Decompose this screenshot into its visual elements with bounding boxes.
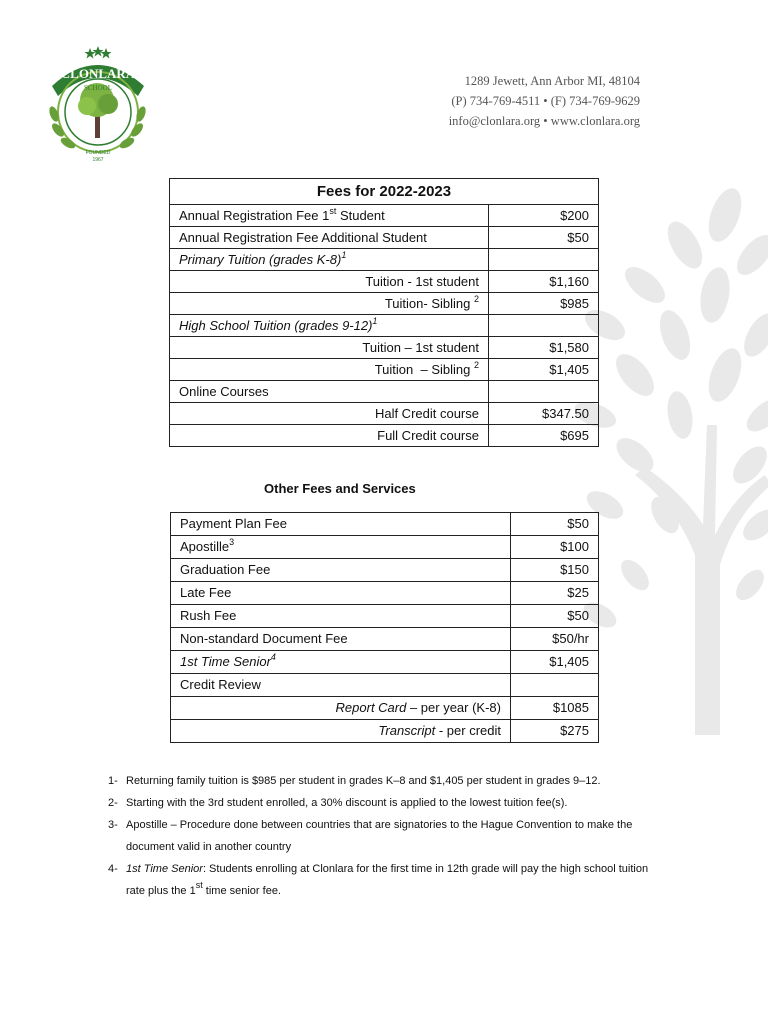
logo-name: CLONLARA: [60, 66, 136, 81]
fee-amount: [489, 249, 599, 271]
table-row: [170, 381, 599, 403]
footnote-number: 1-: [108, 775, 118, 787]
fee-label: Transcript - per credit: [171, 720, 511, 743]
stars-icon: [85, 46, 112, 59]
fee-label: Tuition – 1st student: [170, 337, 489, 359]
fee-amount: [511, 674, 599, 697]
other-fees-table: [170, 512, 599, 743]
fees-table: [169, 178, 599, 447]
fee-amount: $50/hr: [511, 628, 599, 651]
fee-amount: $1,405: [489, 359, 599, 381]
fee-amount: $347.50: [489, 403, 599, 425]
footnote: [108, 814, 668, 858]
logo-founded: FOUNDED: [85, 150, 111, 156]
table-row: [170, 315, 599, 337]
section-label: Online Courses: [170, 381, 489, 403]
fee-label: Non-standard Document Fee: [171, 628, 511, 651]
footnote-number: 2-: [108, 797, 118, 809]
fee-amount: [489, 381, 599, 403]
fee-amount: $1,405: [511, 651, 599, 674]
fee-amount: $275: [511, 720, 599, 743]
tree-watermark-icon: [575, 175, 768, 735]
fee-label: Graduation Fee: [171, 559, 511, 582]
fee-amount: $985: [489, 293, 599, 315]
address-street: 1289 Jewett, Ann Arbor MI, 48104: [464, 74, 640, 88]
fee-amount: $200: [489, 205, 599, 227]
fee-amount: $695: [489, 425, 599, 447]
footnote-text: Apostille – Procedure done between countries that are signatories to the Hague Convention to make the document valid in another country: [126, 819, 633, 853]
footnotes: [108, 770, 668, 902]
table-row: [170, 227, 599, 249]
footnote: [108, 858, 668, 902]
fee-amount: $1,160: [489, 271, 599, 293]
footnote-number: 4-: [108, 863, 118, 875]
table-row: [171, 605, 599, 628]
footnote: [108, 770, 668, 792]
table-row: [171, 697, 599, 720]
fee-label: Report Card – per year (K-8): [171, 697, 511, 720]
table-row: [171, 628, 599, 651]
table-row: [170, 271, 599, 293]
table-row: [170, 205, 599, 227]
table-row: [171, 536, 599, 559]
fee-amount: $1,580: [489, 337, 599, 359]
fee-label: Tuition – Sibling $^2$: [170, 359, 489, 381]
fee-label: Late Fee: [171, 582, 511, 605]
fee-label: 1st Time Senior$^4$: [171, 651, 511, 674]
table-row: [171, 674, 599, 697]
fee-amount: $50: [511, 605, 599, 628]
address-web: info@clonlara.org • www.clonlara.org: [448, 114, 640, 128]
address-block: [449, 71, 640, 131]
table-row: [171, 513, 599, 536]
section-label: Credit Review: [171, 674, 511, 697]
fee-label: Payment Plan Fee: [171, 513, 511, 536]
clonlara-logo: [40, 44, 155, 164]
logo-sub: SCHOOL: [83, 84, 113, 92]
table-row: [170, 359, 599, 381]
footnote-text: 1st Time Senior: Students enrolling at Clonlara for the first time in 12th grade will pay the high school tuition rate plus the 1st time senior fee.: [126, 863, 649, 897]
table-row: [170, 249, 599, 271]
table-row: [170, 425, 599, 447]
table-row: [171, 582, 599, 605]
footnote: [108, 792, 668, 814]
section-label: Primary Tuition (grades K-8)$^1$: [170, 249, 489, 271]
fee-label: Apostille$^3$: [171, 536, 511, 559]
logo-year: 1967: [92, 157, 104, 163]
footnote-text: Starting with the 3rd student enrolled, a 30% discount is applied to the lowest tuition fee(s).: [126, 797, 568, 809]
fee-amount: $150: [511, 559, 599, 582]
table-row: [170, 293, 599, 315]
fee-label: Rush Fee: [171, 605, 511, 628]
other-fees-heading: Other Fees and Services: [264, 481, 416, 496]
fee-label: Annual Registration Fee Additional Student: [170, 227, 489, 249]
fee-amount: [489, 315, 599, 337]
fee-label: Annual Registration Fee 1st Student: [170, 205, 489, 227]
footnote-number: 3-: [108, 819, 118, 831]
section-label: High School Tuition (grades 9-12)$^1$: [170, 315, 489, 337]
fee-amount: $50: [489, 227, 599, 249]
fee-label: Tuition- Sibling $^2$: [170, 293, 489, 315]
table-row: [171, 559, 599, 582]
fee-amount: $50: [511, 513, 599, 536]
table-row: [171, 651, 599, 674]
fee-amount: $25: [511, 582, 599, 605]
footnote-text: Returning family tuition is $985 per student in grades K–8 and $1,405 per student in grades 9–12.: [126, 775, 601, 787]
table-row: [170, 179, 599, 205]
address-phone: (P) 734-769-4511 • (F) 734-769-9629: [451, 94, 640, 108]
fee-label: Tuition - 1st student: [170, 271, 489, 293]
table-row: [170, 403, 599, 425]
fee-amount: $1085: [511, 697, 599, 720]
table-row: [171, 720, 599, 743]
fee-label: Half Credit course: [170, 403, 489, 425]
fees-title: Fees for 2022-2023: [170, 179, 599, 205]
table-row: [170, 337, 599, 359]
fee-amount: $100: [511, 536, 599, 559]
fee-label: Full Credit course: [170, 425, 489, 447]
